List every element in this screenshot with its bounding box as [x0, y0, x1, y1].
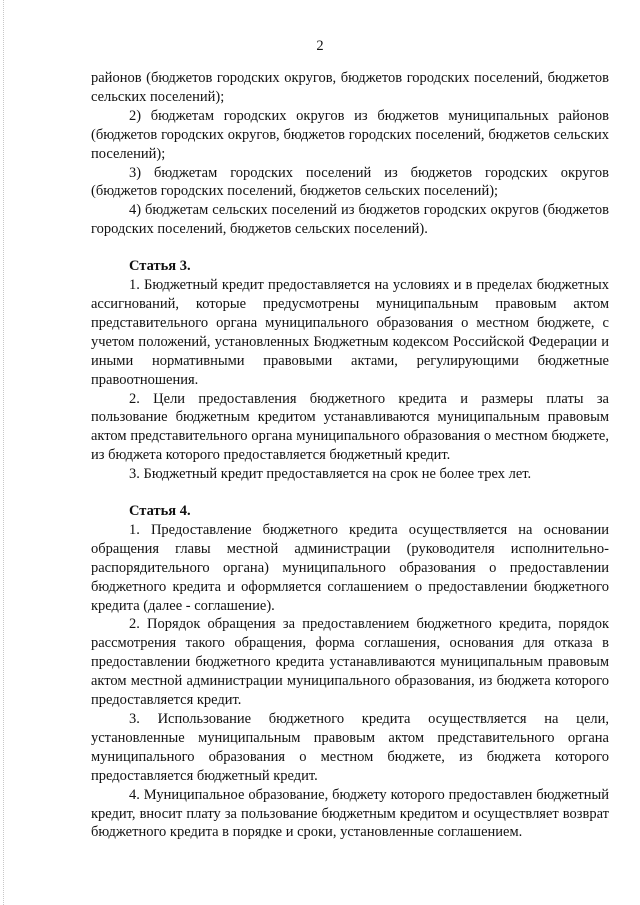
article-4-paragraph-1: 1. Предоставление бюджетного кредита осуществляется на основании обращения главы местной администрации (руководителя исполнительно-распорядительного органа) муниципального образования о предоставлении бюджетного кредита и оформляется соглашением о предоставлении бюджетного кредита (далее - соглашение). — [91, 521, 609, 614]
page-number: 2 — [316, 38, 324, 54]
article-4-heading: Статья 4. — [129, 503, 191, 520]
intro-paragraph-4: 4) бюджетам сельских поселений из бюджетов городских округов (бюджетов городских поселений, бюджетов сельских поселений). — [91, 202, 609, 238]
article-4-paragraph-4: 4. Муниципальное образование, бюджету которого предоставлен бюджетный кредит, вносит плату за пользование бюджетным кредитом и осуществляет возврат бюджетного кредита в порядке и сроки, установленные соглашением. — [91, 786, 609, 841]
article-3-heading: Статья 3. — [129, 258, 191, 275]
intro-paragraph-2: 2) бюджетам городских округов из бюджетов муниципальных районов (бюджетов городских округов, бюджетов городских поселений, бюджетов сельских поселений); — [91, 107, 609, 162]
article-4-paragraph-2: 2. Порядок обращения за предоставлением бюджетного кредита, порядок рассмотрения такого обращения, форма соглашения, основания для отказа в предоставлении бюджетного кредита устанавливаются муниципальным правовым актом местной администрации муниципального образования, из бюджета которого предоставляется кредит. — [91, 616, 609, 709]
page-edge-left — [3, 0, 4, 905]
article-3-paragraph-1: 1. Бюджетный кредит предоставляется на условиях и в пределах бюджетных ассигнований, которые предусмотрены муниципальным правовым актом представительного органа муниципального образования о местном бюджете, с учетом положений, установленных Бюджетным кодексом Российской Федерации и иными нормативными правовыми актами, регулирующими бюджетные правоотношения. — [91, 277, 609, 388]
intro-paragraph-1: районов (бюджетов городских округов, бюджетов городских поселений, бюджетов сельских поселений); — [91, 70, 609, 105]
article-3-paragraph-2: 2. Цели предоставления бюджетного кредита и размеры платы за пользование бюджетным кредитом устанавливаются муниципальным правовым актом представительного органа муниципального образования о местном бюджете, из бюджета которого предоставляется бюджетный кредит. — [91, 390, 609, 464]
article-3-paragraph-3: 3. Бюджетный кредит предоставляется на срок не более трех лет. — [129, 466, 532, 483]
document-body — [91, 69, 609, 842]
article-4-paragraph-3: 3. Использование бюджетного кредита осуществляется на цели, установленные муниципальным правовым актом представительного органа муниципального образования о местном бюджете, из бюджета которого предоставляется бюджетный кредит. — [91, 711, 609, 784]
intro-paragraph-3: 3) бюджетам городских поселений из бюджетов городских округов (бюджетов городских поселений, бюджетов сельских поселений); — [91, 164, 609, 200]
